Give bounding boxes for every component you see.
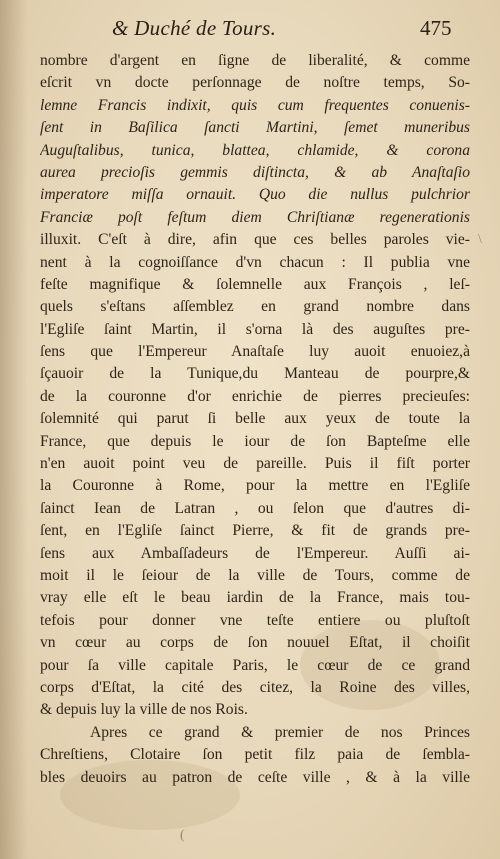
text-line: nent à la cognoiſſance d'vn chacun : Il publia vne xyxy=(40,253,470,271)
paragraph-end-line: & depuis luy la ville de nos Rois. xyxy=(40,701,248,719)
text-line: bles deuoirs au patron de ceſte ville , & à la ville xyxy=(40,768,470,786)
text-line: corps d'Eſtat, la cité des citez, la Roine des villes, xyxy=(40,678,470,696)
body-text xyxy=(40,50,470,789)
text-line: l'Egliſe ſaint Martin, il s'orna là des auguſtes pre- xyxy=(40,320,470,338)
text-line: eſcrit vn docte perſonnage de noſtre temps, So- xyxy=(40,74,470,92)
latin-quote-line: lemne Francis indixit, quis cum frequentes conuenis- xyxy=(40,96,470,114)
text-line: ſçauoir de la Tunique,du Manteau de pourpre,& xyxy=(40,365,470,383)
paragraph-start-line: Apres ce grand & premier de nos Princes xyxy=(90,723,470,741)
gutter-shadow xyxy=(0,0,28,859)
text-line: feſte magnifique & ſolemnelle aux François , leſ- xyxy=(40,275,470,293)
text-line: moit il le ſeiour de la ville de Tours, comme de xyxy=(40,566,470,584)
text-line: vray elle eſt le beau iardin de la France, mais tou- xyxy=(40,589,470,607)
text-line: de la couronne d'or enrichie de pierres precieuſes: xyxy=(40,387,470,405)
running-title: & Duché de Tours. xyxy=(112,16,277,40)
text-line: ſent, en l'Egliſe ſainct Pierre, & fit de grands pre- xyxy=(40,522,470,540)
text-line: ſens que l'Empereur Anaſtaſe luy auoit enuoiez,à xyxy=(40,343,470,361)
text-line: nombre d'argent en ſigne de liberalité, & comme xyxy=(40,52,470,69)
text-line: Chreſtiens, Clotaire ſon petit filz paia de ſembla- xyxy=(40,746,470,764)
margin-mark: ( xyxy=(180,828,185,843)
margin-mark: \ xyxy=(478,232,482,247)
text-line: vn cœur au corps de ſon nouuel Eſtat, il choiſit xyxy=(40,634,470,652)
text-line: quels s'eſtans aſſemblez en grand nombre dans xyxy=(40,298,470,316)
text-line: n'en auoit point veu de pareille. Puis il fiſt porter xyxy=(40,455,470,473)
latin-quote-line: Auguſtalibus, tunica, blattea, chlamide, & corona xyxy=(40,141,470,159)
running-head xyxy=(0,14,500,48)
text-line: ſens aux Ambaſſadeurs de l'Empereur. Auſſi ai- xyxy=(40,544,470,562)
latin-quote-line: aurea precioſis gemmis diſtincta, & ab Anaſtaſio xyxy=(40,163,470,181)
latin-quote-line: Franciæ poſt feſtum diem Chriſtianæ regenerationis xyxy=(40,208,470,226)
text-line: la Couronne à Rome, pour la mettre en l'Egliſe xyxy=(40,477,470,495)
text-line: tefois pour donner vne teſte entiere ou pluſtoſt xyxy=(40,611,470,629)
latin-quote-line: ſent in Baſilica ſancti Martini, ſemet muneribus xyxy=(40,119,470,137)
page-number: 475 xyxy=(420,16,452,40)
text-line: France, que depuis le iour de ſon Bapteſme elle xyxy=(40,432,470,450)
text-line: ſolemnité qui parut ſi belle aux yeux de toute la xyxy=(40,410,470,428)
text-line: illuxit. C'eſt à dire, afin que ces belles paroles vie- xyxy=(40,231,470,249)
text-line: pour ſa ville capitale Paris, le cœur de ce grand xyxy=(40,656,470,674)
latin-quote-line: imperatore miſſa ornauit. Quo die nullus pulchrior xyxy=(40,186,470,204)
text-line: ſainct Iean de Latran , ou ſelon que d'autres di- xyxy=(40,499,470,517)
